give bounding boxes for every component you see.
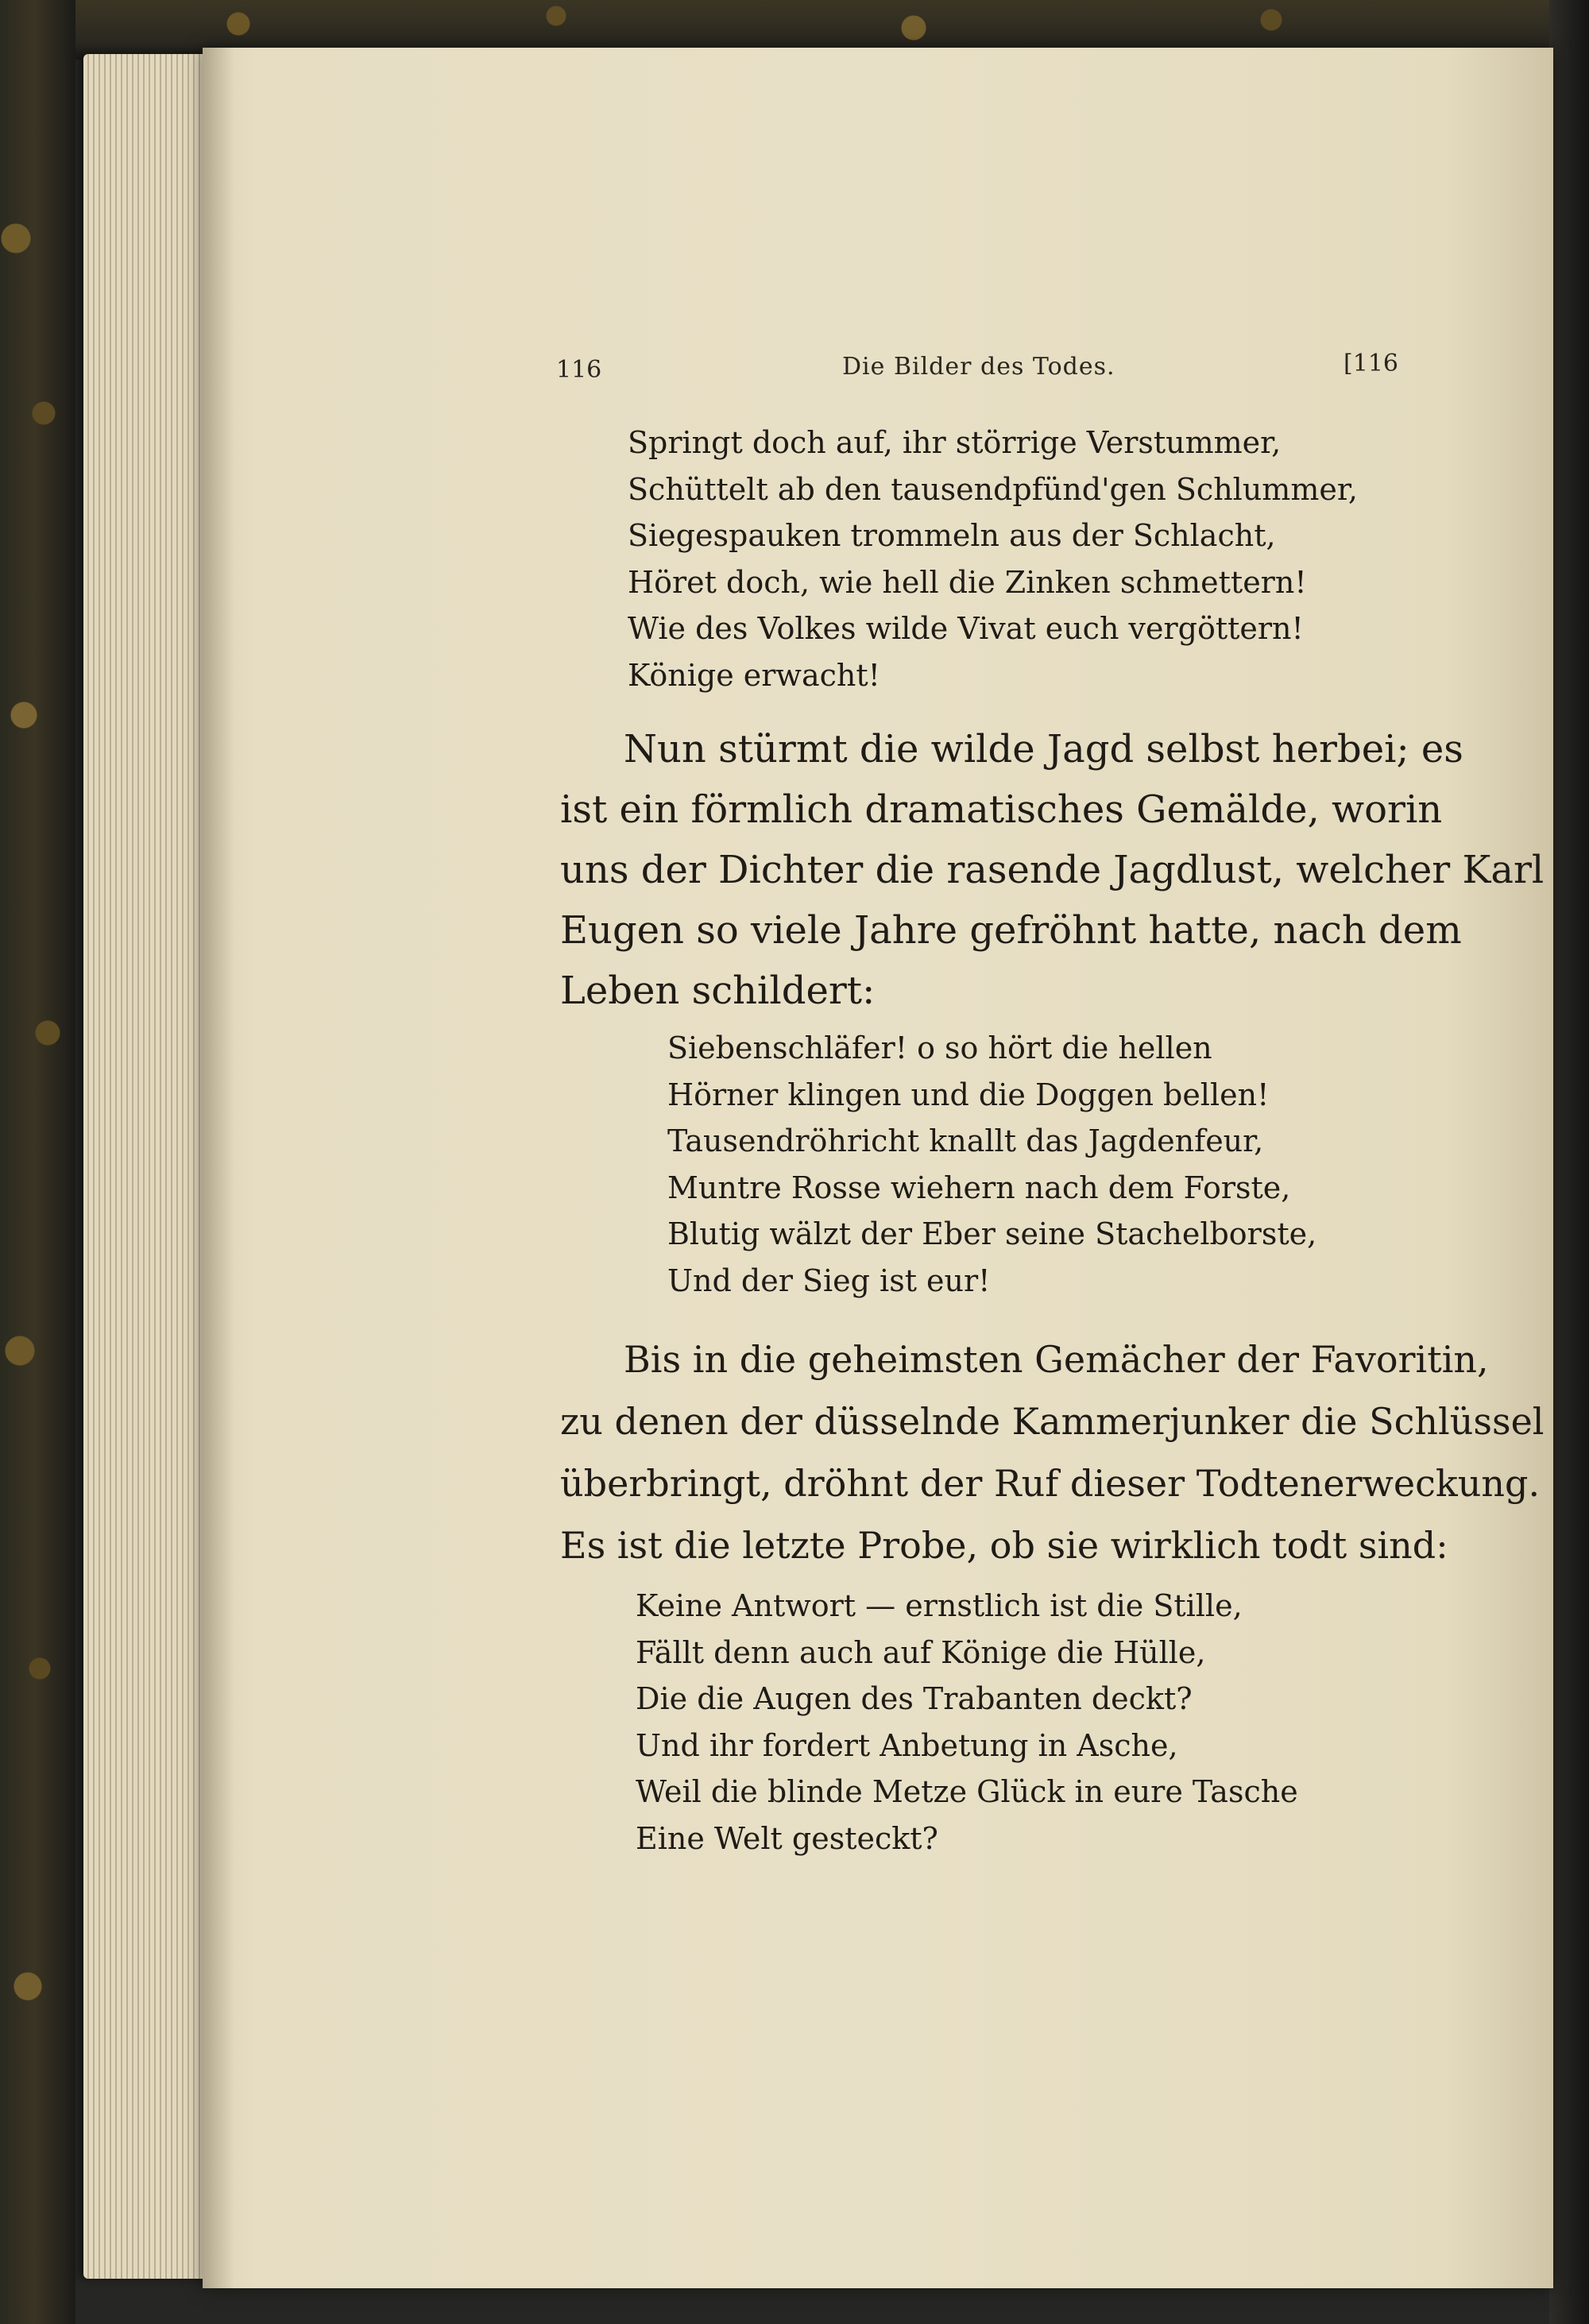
verse-line: Muntre Rosse wiehern nach dem Forste, [667,1170,1291,1205]
verse-line: Weil die blinde Metze Glück in eure Tasche [636,1774,1298,1809]
book-cover-left [0,0,75,2324]
verse-line: Schüttelt ab den tausendpfünd'gen Schlummer, [628,471,1358,507]
prose-line: Nun stürmt die wilde Jagd selbst herbei; es [624,727,1463,771]
running-head-title: Die Bilder des Todes. [842,353,1115,381]
verse-line: Fällt denn auch auf Könige die Hülle, [636,1634,1206,1670]
running-head [556,350,1398,397]
prose-line: zu denen der düsselnde Kammerjunker die Schlüssel [560,1400,1545,1443]
prose-line: Leben schildert: [560,969,876,1013]
verse-line: Hörner klingen und die Doggen bellen! [667,1077,1270,1112]
prose-line: Es ist die letzte Probe, ob sie wirklich todt sind: [560,1524,1448,1567]
prose-line: uns der Dichter die rasende Jagdlust, welcher Karl [560,848,1545,892]
page-number-left: 116 [556,356,602,384]
verse-line: Und ihr fordert Anbetung in Asche, [636,1727,1178,1763]
verse-line: Die die Augen des Trabanten deckt? [636,1681,1193,1716]
paragraph-2 [560,1328,1545,1576]
stanza-2 [667,1025,1521,1304]
gutter-shadow [203,48,234,2288]
prose-line: ist ein förmlich dramatisches Gemälde, worin [560,787,1443,832]
verse-line: Höret doch, wie hell die Zinken schmettern! [628,564,1307,600]
verse-line: Könige erwacht! [628,657,880,693]
verse-line: Springt doch auf, ihr störrige Verstummer, [628,425,1282,460]
page-number-right: [116 [1343,350,1398,377]
verse-line: Und der Sieg ist eur! [667,1263,991,1298]
page-edges [83,54,218,2279]
prose-line: überbringt, dröhnt der Ruf dieser Todtenerweckung. [560,1462,1541,1505]
verse-line: Blutig wälzt der Eber seine Stachelborste, [667,1216,1317,1251]
stanza-1 [628,420,1482,698]
verse-line: Eine Welt gesteckt? [636,1820,938,1856]
prose-line: Bis in die geheimsten Gemächer der Favoritin, [624,1338,1489,1381]
stanza-3 [636,1583,1490,1862]
book-cover-right [1549,0,1589,2324]
verse-line: Keine Antwort — ernstlich ist die Stille, [636,1588,1243,1623]
verse-line: Siegespauken trommeln aus der Schlacht, [628,518,1276,553]
verse-line: Wie des Volkes wilde Vivat euch vergöttern! [628,611,1304,646]
verse-line: Siebenschläfer! o so hört die hellen [667,1031,1212,1065]
verse-line: Tausendröhricht knallt das Jagdenfeur, [667,1123,1264,1158]
prose-line: Eugen so viele Jahre gefröhnt hatte, nach dem [560,908,1462,953]
paragraph-1 [560,719,1545,1021]
